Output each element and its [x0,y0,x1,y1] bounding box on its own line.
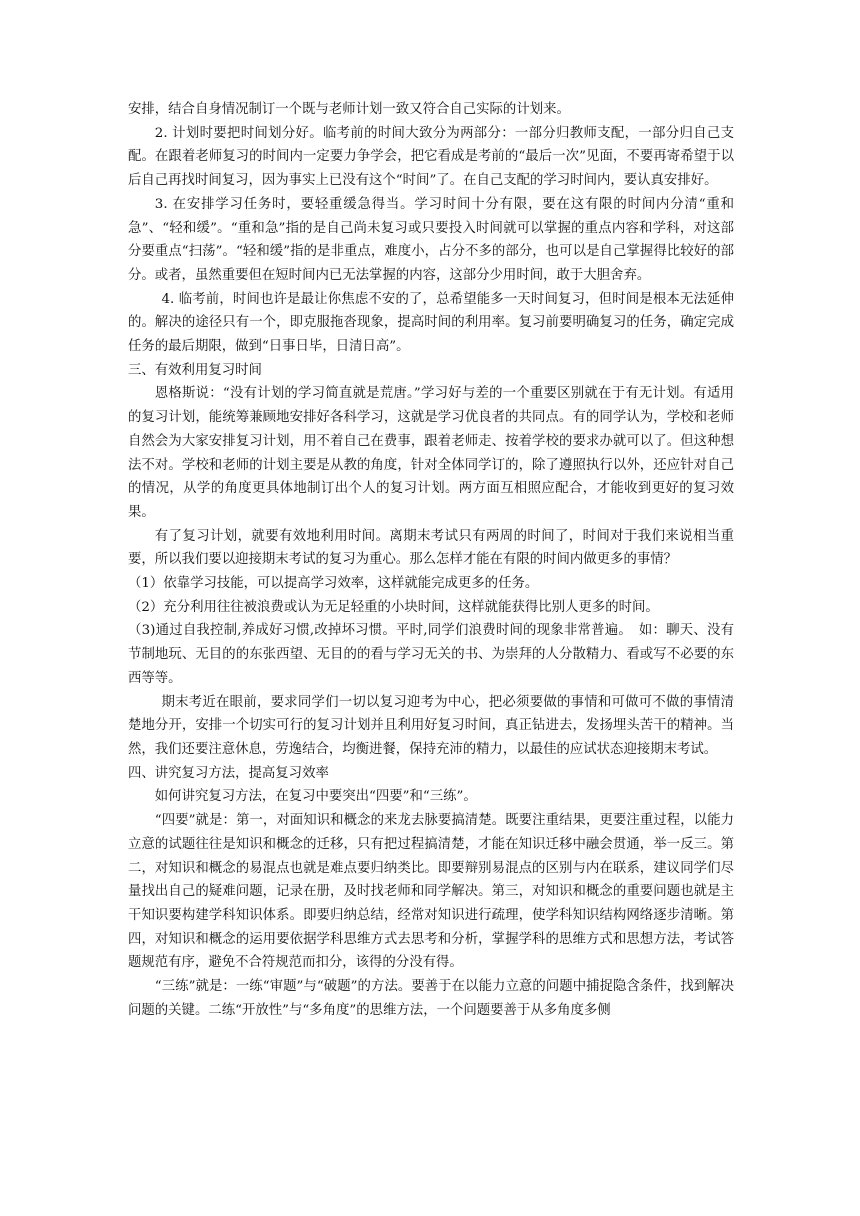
document-body [128,98,734,1022]
section-heading-4: 四、讲究复习方法，提高复习效率 [128,765,329,781]
paragraph-point-3: 3. 在安排学习任务时，要轻重缓急得当。学习时间十分有限，要在这有限的时间内分清“重和急”、“轻和缓”。“重和急”指的是自己尚未复习或只要投入时间就可以掌握的重点内容和学科，对这部分要重点“扫荡”。“轻和缓”指的是非重点，难度小，占分不多的部分，也可以是自己掌握得比较好的部分。或者，虽然重要但在短时间内已无法掌握的内容，这部分少用时间，敢于大胆舍弃。 [128,196,734,283]
list-item-3: （3)通过自我控制,养成好习惯,改掉坏习惯。平时,同学们浪费时间的现象非常普遍。 如：聊天、没有节制地玩、无目的的东张西望、无目的的看与学习无关的书、为崇拜的人分散精力、看或写不必要的东西等等。 [128,623,734,686]
list-item-2: （2）充分利用往往被浪费或认为无足轻重的小块时间，这样就能获得比别人更多的时间。 [128,599,659,615]
list-item-1: （1）依靠学习技能，可以提高学习效率，这样就能完成更多的任务。 [128,576,539,592]
paragraph-four-musts: “四要”就是：第一，对面知识和概念的来龙去脉要搞清楚。既要注重结果，更要注重过程，以能力立意的试题往往是知识和概念的迁移，只有把过程搞清楚，才能在知识迁移中融会贯通，举一反三。第二，对知识和概念的易混点也就是难点要归纳类比。即要辩别易混点的区别与内在联系，建议同学们尽量找出自己的疑难问题，记录在册，及时找老师和同学解决。第三，对知识和概念的重要问题也就是主干知识要构建学科知识体系。即要归纳总结，经常对知识进行疏理，使学科知识结构网络逐步清晰。第四，对知识和概念的运用要依据学科思维方式去思考和分析，掌握学科的思维方式和思想方法，考试答题规范有序，避免不合符规范而扣分，该得的分没有得。 [128,813,734,971]
paragraph-engels-quote: 恩格斯说：“没有计划的学习简直就是荒唐。”学习好与差的一个重要区别就在于有无计划。有适用的复习计划，能统筹兼顾地安排好各科学习，这就是学习优良者的共同点。有的同学认为，学校和老师自然会为大家安排复习计划，用不着自己在费事，跟着老师走、按着学校的要求办就可以了。但这种想法不对。学校和老师的计划主要是从教的角度，针对全体同学订的，除了遵照执行以外，还应针对自己的情况，从学的角度更具体地制订出个人的复习计划。两方面互相照应配合，才能收到更好的复习效果。 [128,386,734,520]
paragraph-final-exam: 期末考近在眼前，要求同学们一切以复习迎考为中心，把必须要做的事情和可做可不做的事情清楚地分开，安排一个切实可行的复习计划并且利用好复习时间，真正钻进去，发扬埋头苦干的精神。当然，我们还要注意休息，劳逸结合，均衡进餐，保持充沛的精力，以最佳的应试状态迎接期末考试。 [128,694,734,757]
paragraph-point-2: 2. 计划时要把时间划分好。临考前的时间大致分为两部分：一部分归教师支配，一部分归自己支配。在跟着老师复习的时间内一定要力争学会，把它看成是考前的“最后一次”见面，不要再寄希望于以后自己再找时间复习，因为事实上已没有这个“时间”了。在自己支配的学习时间内，要认真安排好。 [128,125,734,189]
paragraph-point-4: 4. 临考前，时间也许是最让你焦虑不安的了，总希望能多一天时间复习，但时间是根本无法延伸的。解决的途径只有一个，即克服拖沓现象，提高时间的利用率。复习前要明确复习的任务，确定完成任务的最后期限，做到“日事日毕，日清日高”。 [128,291,734,355]
paragraph-continuation: 安排，结合自身情况制订一个既与老师计划一致又符合自己实际的计划来。 [128,102,570,117]
paragraph-method-intro: 如何讲究复习方法，在复习中要突出“四要”和“三练”。 [154,789,477,805]
paragraph-three-practices: “三练”就是：一练“审题”与“破题”的方法。要善于在以能力立意的问题中捕捉隐含条件，找到解决问题的关键。二练“开放性”与“多角度”的思维方法，一个问题要善于从多角度多侧 [128,979,734,1018]
paragraph-use-time: 有了复习计划，就要有效地利用时间。离期末考试只有两周的时间了，时间对于我们来说相当重要，所以我们要以迎接期末考试的复习为重心。那么怎样才能在有限的时间内做更多的事情？ [128,528,734,568]
section-heading-3: 三、有效利用复习时间 [128,362,262,378]
